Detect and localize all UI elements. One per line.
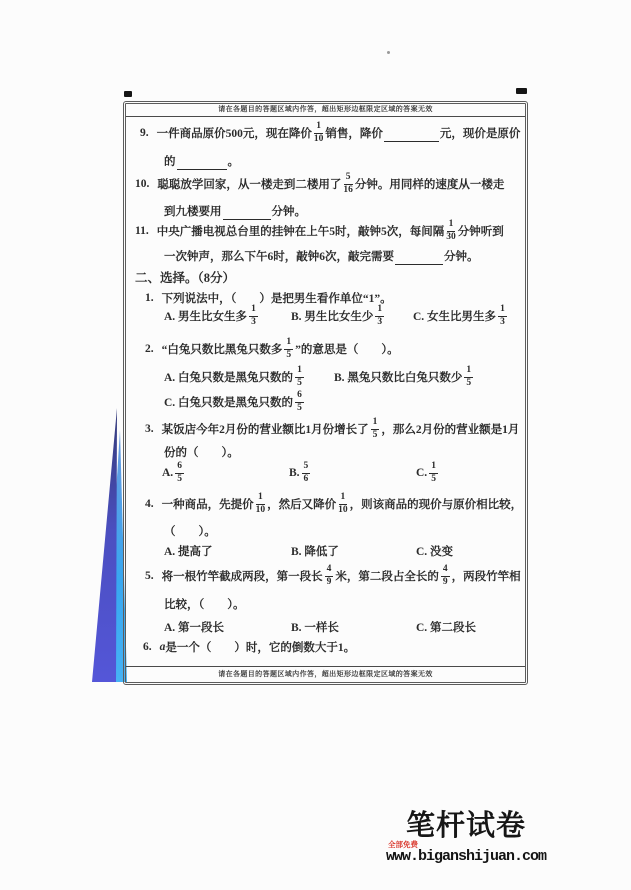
question-11-line-1 [135, 220, 504, 242]
option-b: B. 降低了 [291, 546, 339, 558]
answer-note-footer: 请在各题目的答题区域内作答，超出矩形边框限定区域的答案无效 [126, 666, 525, 682]
choice-2-option-c [164, 391, 306, 413]
choice-1-stem [145, 290, 392, 306]
question-text: “白兔只数比黑兔只数多 $\frac{1}{5}$ ”的意思是（ ）。 [161, 337, 399, 360]
question-number: 5. [145, 570, 154, 582]
question-text: a 是一个（ ）时，它的倒数大于1。 [159, 641, 356, 654]
question-text: 的 。 [164, 156, 239, 168]
question-number: 6. [143, 641, 152, 653]
watermark-brand: 笔杆试卷 [406, 810, 527, 842]
question-text: 聪聪放学回家，从一楼走到二楼用了 $\frac{5}{16}$ 分钟。用同样的速度从一楼走 [157, 172, 505, 195]
option-c: C. 第二段长 [416, 622, 477, 634]
choice-5-options [164, 619, 476, 635]
question-9-line-1 [140, 122, 520, 144]
option-a: A. 第一段长 [164, 622, 225, 634]
question-text: 下列说法中，（ ）是把男生看作单位“1”。 [161, 293, 392, 305]
choice-4-stem-line-2 [164, 523, 216, 539]
option-c: C. 没变 [416, 546, 454, 558]
question-text: 比较，（ ）。 [164, 599, 245, 611]
choice-4-stem-line-1 [145, 493, 522, 515]
option-b: B. $\frac{5}{6}$ [289, 461, 309, 484]
question-number: 2. [145, 343, 154, 355]
option-c: C. 女生比男生多 $\frac{1}{3}$ [413, 304, 505, 327]
question-text: 一件商品原价500元，现在降价 $\frac{1}{10}$ 销售，降价 元，现价是原价 [156, 121, 521, 144]
question-text: （ ）。 [164, 526, 216, 538]
answer-area-frame [123, 101, 528, 685]
choice-1-options [164, 305, 509, 327]
choice-2-stem [145, 338, 399, 360]
option-b: B. 男生比女生少 $\frac{1}{3}$ [291, 304, 383, 327]
question-text: 一次钟声，那么下午6时，敲钟6次，敲完需要 分钟。 [164, 251, 479, 263]
question-text: 份的（ ）。 [164, 447, 239, 459]
question-number: 3. [145, 423, 154, 435]
question-9-line-2 [164, 153, 239, 169]
question-number: 9. [140, 127, 149, 139]
question-text: 某饭店今年2月份的营业额比1月份增长了 $\frac{1}{5}$ ，那么2月份的营业额是1月 [161, 417, 520, 440]
watermark-url: www.biganshijuan.com [386, 848, 547, 865]
section-title: 二、选择。（8分） [135, 271, 236, 285]
choice-5-stem-line-1 [145, 565, 521, 587]
option-c: C. 白兔只数是黑兔只数的 $\frac{6}{5}$ [164, 390, 302, 413]
option-a: A. 白兔只数是黑兔只数的 $\frac{1}{5}$ [164, 365, 302, 388]
blue-scan-artifact-dark [92, 408, 119, 682]
choice-5-stem-line-2 [164, 596, 245, 612]
question-text: 将一根竹竿截成两段，第一段长 $\frac{4}{9}$ 米，第二段占全长的 $\frac{4}{9}$ ，两段竹竿相 [161, 564, 521, 587]
question-number: 4. [145, 498, 154, 510]
choice-3-stem-line-2 [164, 444, 239, 460]
option-a: A. 男生比女生多 $\frac{1}{3}$ [164, 304, 256, 327]
choice-3-options [162, 462, 440, 484]
choice-6-stem [143, 639, 355, 655]
answer-note-header: 请在各题目的答题区域内作答，超出矩形边框限定区域的答案无效 [126, 104, 525, 117]
question-text: 一种商品，先提价 $\frac{1}{10}$ ，然后又降价 $\frac{1}{10}$ ，则该商品的现价与原价相比较， [161, 492, 523, 515]
question-10-line-1 [135, 173, 504, 195]
question-text: 中央广播电视总台里的挂钟在上午5时，敲钟5次，每间隔 $\frac{1}{30}$ 分钟听到 [156, 219, 504, 242]
registration-mark-left [124, 91, 132, 97]
option-a: A. 提高了 [164, 546, 213, 558]
watermark-free-label: 全部免费 [388, 840, 418, 849]
registration-mark-right [516, 88, 527, 94]
option-a: A. $\frac{6}{5}$ [162, 461, 182, 484]
option-b: B. 一样长 [291, 622, 339, 634]
option-c: C. $\frac{1}{5}$ [416, 461, 436, 484]
choice-3-stem-line-1 [145, 418, 519, 440]
question-number: 11. [135, 225, 149, 237]
question-11-line-2 [164, 248, 479, 264]
choice-2-options-ab [164, 366, 475, 388]
question-number: 1. [145, 292, 154, 304]
choice-4-options [164, 543, 453, 559]
option-b: B. 黑兔只数比白兔只数少 $\frac{1}{5}$ [334, 365, 472, 388]
scan-speck [387, 51, 390, 54]
question-text: 到九楼要用 分钟。 [164, 206, 306, 218]
question-number: 10. [135, 178, 150, 190]
question-10-line-2 [164, 203, 306, 219]
